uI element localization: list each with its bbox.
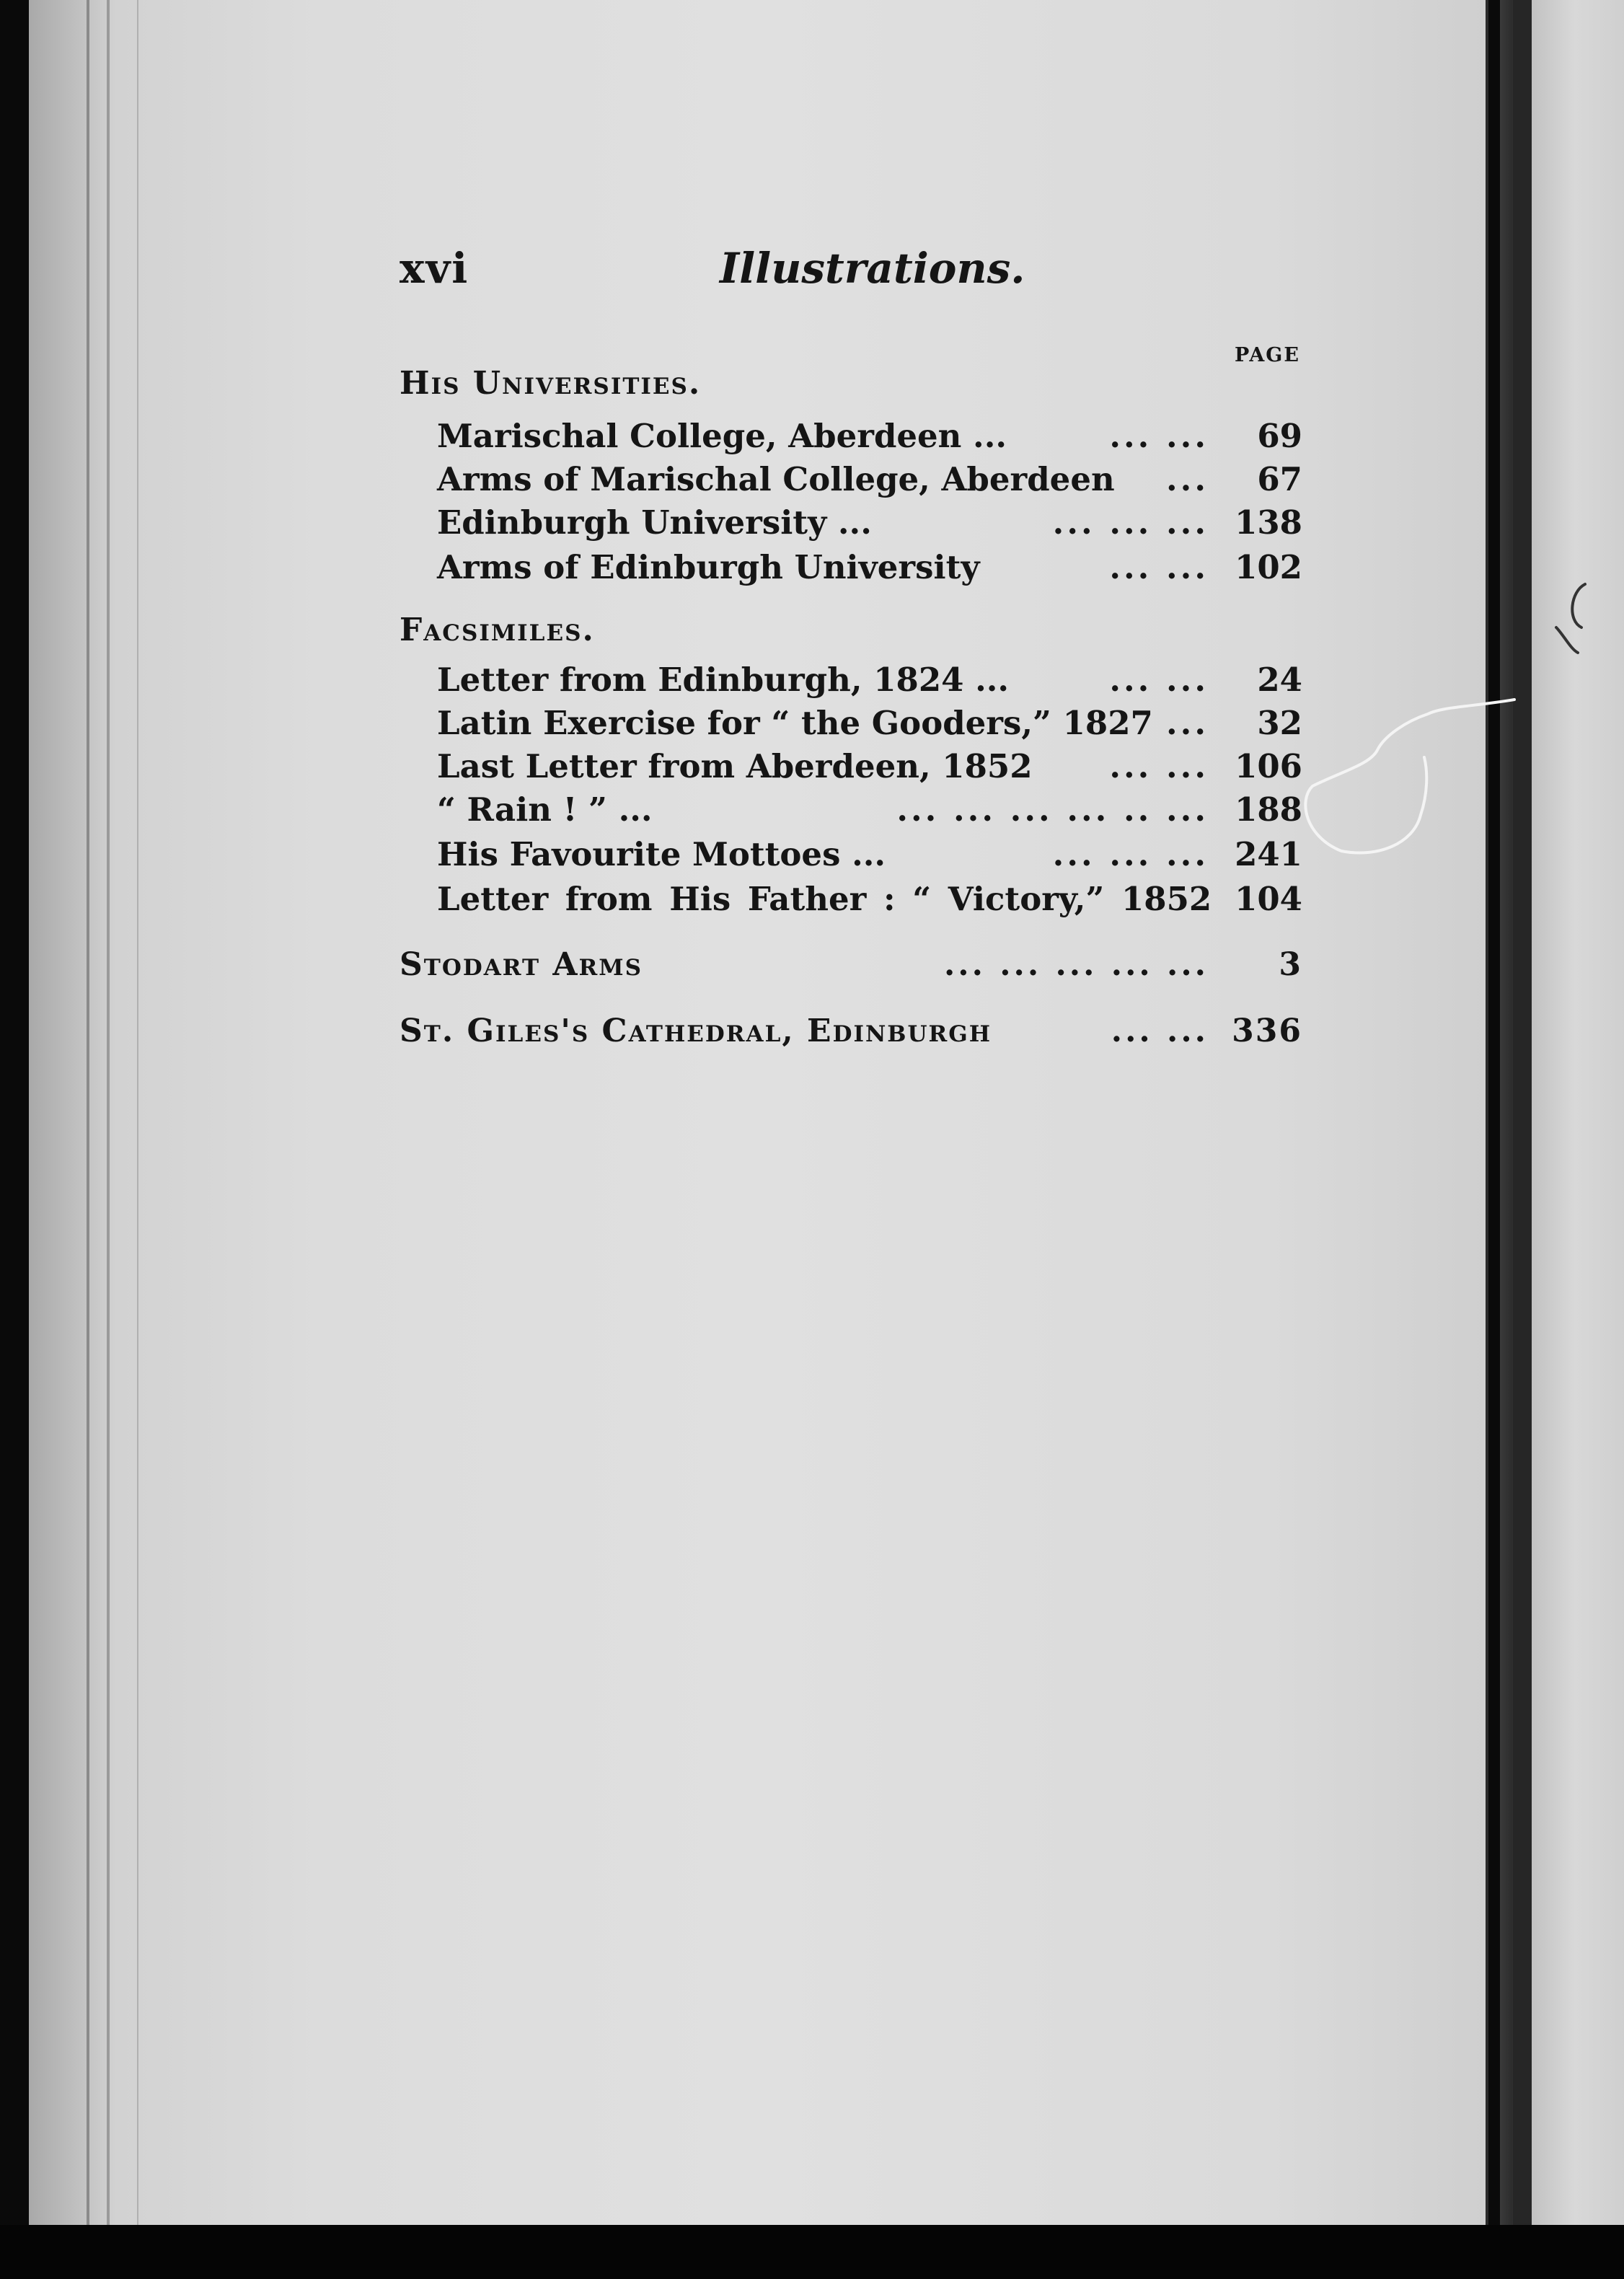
list-item [437,460,1302,503]
dot-leaders: ... ... ... ... ... [943,946,1209,983]
dot-leaders: ... ... ... ... .. ... [896,790,1209,829]
entry-page-number: 3 [1279,946,1302,983]
entry-page-number: 138 [1235,503,1302,542]
entry-page-number: 69 [1257,417,1302,455]
entry-title: Arms of Edinburgh University [437,548,980,586]
list-item [437,880,1302,923]
entry-title: Stodart Arms [400,946,643,983]
dot-leaders: ... ... [1109,548,1209,586]
entry-page-number: 24 [1257,661,1302,699]
list-item [437,417,1302,460]
dot-leaders: ... ... [1109,747,1209,785]
entry-page-number: 241 [1235,835,1302,873]
entry-title: Letter from Edinburgh, 1824 ... [437,661,1010,699]
dot-leaders: ... [1166,460,1209,498]
list-item [437,503,1302,547]
list-item [437,661,1302,704]
dot-leaders: ... ... [1109,661,1209,699]
pencil-mark [1549,577,1607,656]
entry-page-number: 102 [1235,548,1302,586]
entry-title: Letter from His Father : “ Victory,” 1852 [437,880,1212,918]
entry-page-number: 188 [1235,790,1302,829]
dot-leaders: ... ... ... [1052,503,1209,542]
running-head [400,244,1301,301]
list-item [400,946,1302,989]
list-item [437,747,1302,790]
entry-title: Arms of Marischal College, Aberdeen [437,460,1115,498]
list-item [400,1013,1302,1056]
entry-page-number: 32 [1257,704,1302,742]
entry-title: St. Giles's Cathedral, Edinburgh [400,1013,992,1049]
page-number: xvi [400,244,469,293]
entry-title: Marischal College, Aberdeen ... [437,417,1007,455]
entry-title: Last Letter from Aberdeen, 1852 [437,747,1033,785]
entry-title: His Favourite Mottoes ... [437,835,886,873]
list-item [437,704,1302,747]
dot-leaders: ... [1166,704,1209,742]
dot-leaders: ... ... [1111,1013,1209,1049]
entry-title: “ Rain ! ” ... [437,790,653,829]
dot-leaders: ... ... [1109,417,1209,455]
list-item [437,548,1302,591]
entry-page-number: 104 [1235,880,1302,918]
section-heading: Facsimiles. [400,612,595,648]
dot-leaders: ... ... ... [1052,835,1209,873]
entry-page-number: 336 [1232,1013,1302,1049]
list-item [437,790,1302,834]
running-title: Illustrations. [720,244,1025,293]
section-heading: His Universities. [400,365,702,402]
entry-title: Latin Exercise for “ the Gooders,” 1827 [437,704,1153,742]
list-item [437,835,1302,878]
entry-title: Edinburgh University ... [437,503,872,542]
entry-page-number: 67 [1257,460,1302,498]
page-column-label: PAGE [1235,344,1300,366]
entry-page-number: 106 [1235,747,1302,785]
pencil-mark [1298,692,1522,880]
